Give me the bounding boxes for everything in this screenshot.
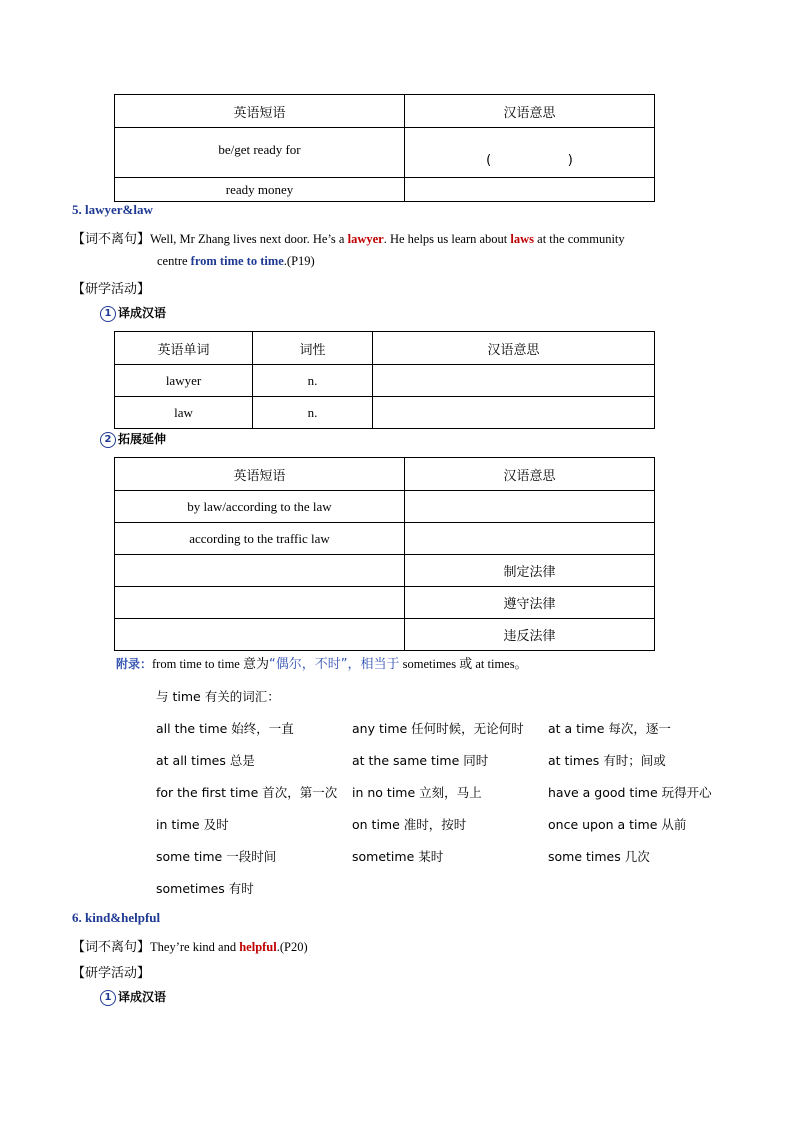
table-cell: law bbox=[115, 397, 253, 429]
vocab-item: in time 及时 bbox=[156, 817, 229, 832]
word-table-law bbox=[114, 331, 655, 429]
section-title-5: 5. lawyer&law bbox=[72, 202, 153, 217]
appendix-phrase: from time to time bbox=[152, 657, 240, 671]
appendix-label: 附录： bbox=[116, 657, 153, 671]
appendix-quote: “偶尔，不时”， bbox=[269, 657, 361, 672]
sub-heading-label: 译成汉语 bbox=[118, 990, 167, 1004]
section-title-6: 6. kind&helpful bbox=[72, 910, 161, 925]
table-header-cell: 英语单词 bbox=[115, 332, 253, 365]
sentence-text: Well, Mr Zhang lives next door. He’s a bbox=[150, 232, 348, 246]
vocab-item: sometime 某时 bbox=[352, 849, 444, 864]
highlight-word: laws bbox=[510, 232, 535, 246]
vocab-item: in no time 立刻，马上 bbox=[352, 785, 482, 800]
table-cell: n. bbox=[253, 365, 373, 397]
circled-number: 1 bbox=[100, 990, 116, 1006]
answer-cell[interactable] bbox=[373, 397, 655, 429]
table-cell: according to the traffic law bbox=[115, 523, 405, 555]
answer-cell[interactable] bbox=[373, 365, 655, 397]
table-header-cell: 汉语意思 bbox=[373, 332, 655, 365]
phrase-text: be/get ready for bbox=[218, 142, 301, 157]
example-sentence bbox=[72, 936, 308, 955]
vocab-item: for the first time 首次，第一次 bbox=[156, 785, 338, 800]
sentence-text: .(P20) bbox=[276, 940, 308, 954]
label-sentence: 【词不离句】 bbox=[72, 940, 151, 955]
vocab-item: at the same time 同时 bbox=[352, 753, 489, 768]
circled-number: 2 bbox=[100, 432, 116, 448]
vocab-item: some time 一段时间 bbox=[156, 849, 277, 864]
vocab-item: any time 任何时候，无论何时 bbox=[352, 721, 524, 736]
table-cell: ready money bbox=[115, 178, 405, 202]
table-header-cell: 英语短语 bbox=[115, 95, 405, 128]
sub-heading-label: 译成汉语 bbox=[118, 306, 167, 320]
sub-heading-label: 拓展延伸 bbox=[118, 432, 167, 446]
answer-cell[interactable] bbox=[115, 587, 405, 619]
label-sentence: 【词不离句】 bbox=[72, 232, 151, 247]
sub-heading-translate bbox=[100, 304, 166, 322]
sentence-text: centre bbox=[157, 254, 191, 268]
label-activity: 【研学活动】 bbox=[72, 282, 151, 297]
vocab-item: at times 有时；间或 bbox=[548, 753, 666, 768]
sub-heading-translate bbox=[100, 988, 166, 1006]
vocab-item: once upon a time 从前 bbox=[548, 817, 687, 832]
table-cell: n. bbox=[253, 397, 373, 429]
answer-cell[interactable] bbox=[115, 619, 405, 651]
phrase-table-law bbox=[114, 457, 655, 651]
appendix-word: at times。 bbox=[475, 657, 528, 671]
appendix-text: 或 bbox=[459, 657, 473, 672]
vocab-item: at all times 总是 bbox=[156, 753, 255, 768]
table-cell: 遵守法律 bbox=[405, 587, 655, 619]
table-header-cell: 汉语意思 bbox=[405, 95, 655, 128]
appendix-text: 意为 bbox=[242, 657, 269, 672]
vocab-item: sometimes 有时 bbox=[156, 881, 254, 896]
table-cell: 制定法律 bbox=[405, 555, 655, 587]
vocab-item: some times 几次 bbox=[548, 849, 650, 864]
sub-heading-extend bbox=[100, 430, 166, 448]
appendix-text: 相当于 bbox=[360, 657, 400, 672]
example-sentence bbox=[72, 228, 625, 247]
answer-cell[interactable] bbox=[405, 523, 655, 555]
table-cell: by law/according to the law bbox=[115, 491, 405, 523]
close-bracket: ) bbox=[567, 153, 573, 168]
sentence-text: . He helps us learn about bbox=[383, 232, 511, 246]
phrase-table-ready bbox=[114, 94, 655, 202]
table-header-cell: 词性 bbox=[253, 332, 373, 365]
example-sentence-line2 bbox=[157, 254, 315, 269]
appendix-line bbox=[116, 653, 527, 672]
vocab-title: 与 time 有关的词汇： bbox=[156, 689, 280, 704]
vocab-item: at a time 每次，逐一 bbox=[548, 721, 671, 736]
answer-cell[interactable] bbox=[405, 491, 655, 523]
answer-cell[interactable] bbox=[115, 555, 405, 587]
highlight-phrase: from time to time bbox=[190, 254, 284, 268]
open-bracket: ( bbox=[486, 153, 492, 168]
highlight-word: lawyer bbox=[347, 232, 384, 246]
appendix-word: sometimes bbox=[402, 657, 457, 671]
table-cell bbox=[115, 128, 405, 178]
sentence-text: .(P19) bbox=[283, 254, 315, 268]
circled-number: 1 bbox=[100, 306, 116, 322]
vocab-item: have a good time 玩得开心 bbox=[548, 785, 712, 800]
sentence-text: They’re kind and bbox=[150, 940, 240, 954]
table-cell: 违反法律 bbox=[405, 619, 655, 651]
table-header-cell: 英语短语 bbox=[115, 458, 405, 491]
sentence-text: at the community bbox=[534, 232, 625, 246]
vocab-item: all the time 始终，一直 bbox=[156, 721, 294, 736]
answer-cell[interactable] bbox=[405, 178, 655, 202]
table-cell: lawyer bbox=[115, 365, 253, 397]
vocab-item: on time 准时，按时 bbox=[352, 817, 467, 832]
table-header-cell: 汉语意思 bbox=[405, 458, 655, 491]
answer-cell[interactable] bbox=[405, 128, 655, 178]
highlight-word: helpful bbox=[239, 940, 277, 954]
label-activity: 【研学活动】 bbox=[72, 966, 151, 981]
